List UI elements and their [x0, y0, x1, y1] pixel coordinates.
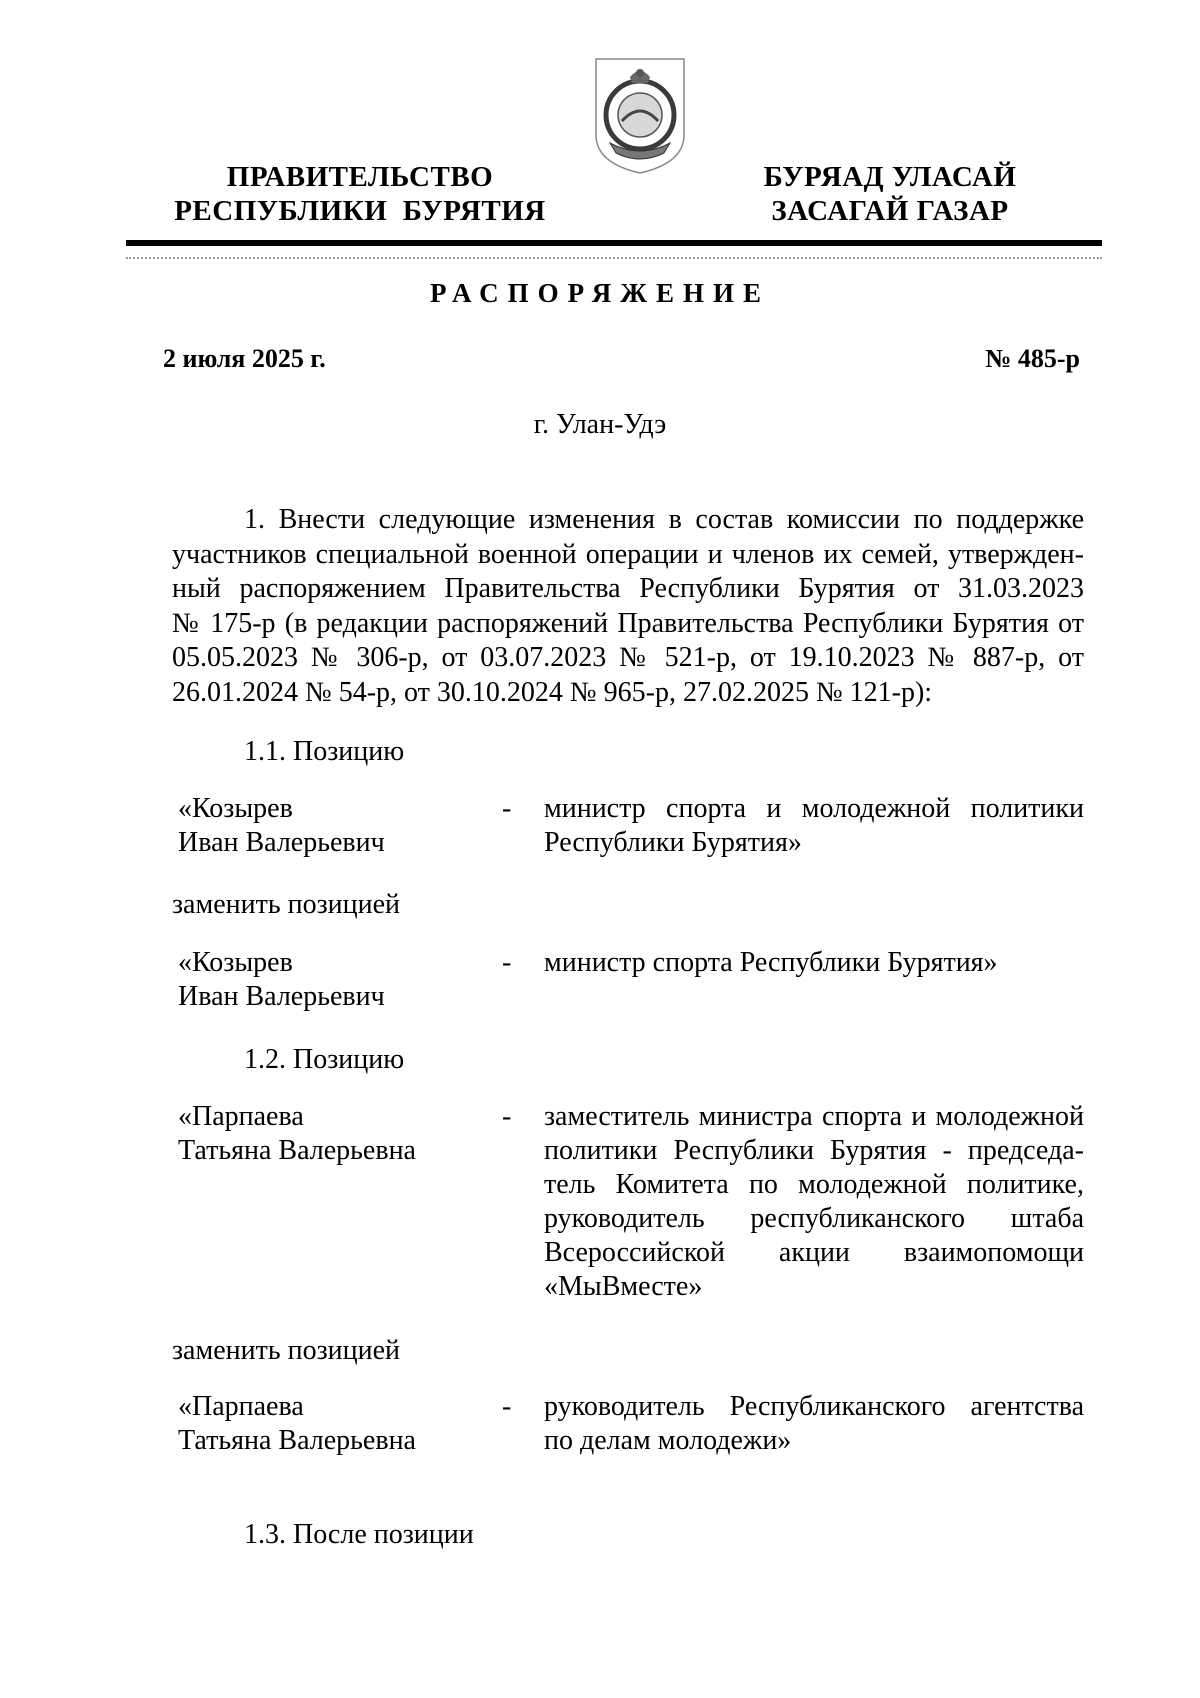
entry-desc-line: руководитель Республиканского агентства: [544, 1391, 1084, 1422]
paragraph-1-line: ный распоряжением Правительства Республики Бурятия от 31.03.2023: [172, 573, 1084, 604]
header-right-line2: ЗАСАГАЙ ГАЗАР: [771, 195, 1009, 227]
entry-description: [544, 946, 1084, 980]
paragraph-1-line: № 175-р (в редакции распоряжений Правительства Республики Бурятия от: [172, 607, 1084, 639]
entry-name-line: «Козырев: [178, 793, 293, 824]
entry-desc-line: политики Республики Бурятия - председа-: [544, 1135, 1084, 1166]
entry-dash: -: [502, 1391, 512, 1422]
coat-of-arms-emblem: [592, 55, 688, 177]
entry-desc-line: министр спорта Республики Бурятия»: [544, 947, 998, 978]
header-left-line1: ПРАВИТЕЛЬСТВО: [226, 161, 494, 193]
entry-dash: -: [502, 947, 512, 978]
item-1-3: 1.3. После позиции: [244, 1519, 474, 1550]
entry-name: [178, 1390, 416, 1458]
header-rule-thin: [126, 257, 1102, 259]
entry-name: [178, 946, 385, 1014]
entry-description: [544, 1390, 1084, 1458]
replace-label-2: заменить позицией: [172, 1335, 401, 1366]
paragraph-1-line: участников специальной военной операции и членов их семей, утвержден-: [172, 538, 1084, 570]
document-date: 2 июля 2025 г.: [163, 344, 326, 373]
entry-name: [178, 792, 385, 860]
document-city: г. Улан-Удэ: [533, 409, 667, 440]
header-right-line1: БУРЯАД УЛАСАЙ: [763, 161, 1017, 193]
entry-desc-line: министр спорта и молодежной политики: [544, 793, 1084, 824]
entry-name-line: «Парпаева: [178, 1101, 304, 1132]
entry-desc-line: Республики Бурятия»: [544, 827, 802, 858]
entry-desc-line: руководитель республиканского штаба: [544, 1203, 1084, 1234]
document-number: № 485-р: [985, 344, 1080, 373]
entry-dash: -: [502, 1101, 512, 1132]
entry-name-line: «Парпаева: [178, 1391, 304, 1422]
header-left: [160, 160, 560, 228]
entry-description: [544, 1100, 1084, 1304]
entry-name-line: Татьяна Валерьевна: [178, 1425, 416, 1456]
entry-name-line: «Козырев: [178, 947, 293, 978]
entry-name-line: Иван Валерьевич: [178, 981, 385, 1012]
paragraph-1: [172, 503, 1084, 710]
entry-description: [544, 792, 1084, 860]
item-1-2: 1.2. Позицию: [244, 1044, 405, 1075]
entry-dash: -: [502, 793, 512, 824]
paragraph-1-line: 26.01.2024 № 54-р, от 30.10.2024 № 965-р, 27.02.2025 № 121-р):: [172, 676, 933, 708]
entry-name-line: Татьяна Валерьевна: [178, 1135, 416, 1166]
header-rule-thick: [126, 240, 1102, 246]
item-1-1: 1.1. Позицию: [244, 736, 405, 767]
entry-desc-line: «МыВместе»: [544, 1271, 703, 1302]
paragraph-1-line: 05.05.2023 № 306-р, от 03.07.2023 № 521-р, от 19.10.2023 № 887-р, от: [172, 642, 1084, 673]
document-type-title: РАСПОРЯЖЕНИЕ: [429, 278, 771, 308]
entry-desc-line: Всероссийской акции взаимопомощи: [544, 1237, 1084, 1268]
paragraph-1-line: 1. Внести следующие изменения в состав комиссии по поддержке: [244, 504, 1084, 535]
replace-label-1: заменить позицией: [172, 889, 401, 920]
entry-desc-line: по делам молодежи»: [544, 1425, 792, 1456]
entry-desc-line: заместитель министра спорта и молодежной: [544, 1101, 1084, 1132]
header-left-line2: РЕСПУБЛИКИ БУРЯТИЯ: [174, 195, 546, 227]
entry-name: [178, 1100, 416, 1168]
entry-desc-line: тель Комитета по молодежной политике,: [544, 1169, 1084, 1200]
entry-name-line: Иван Валерьевич: [178, 827, 385, 858]
header-right: [740, 160, 1040, 228]
